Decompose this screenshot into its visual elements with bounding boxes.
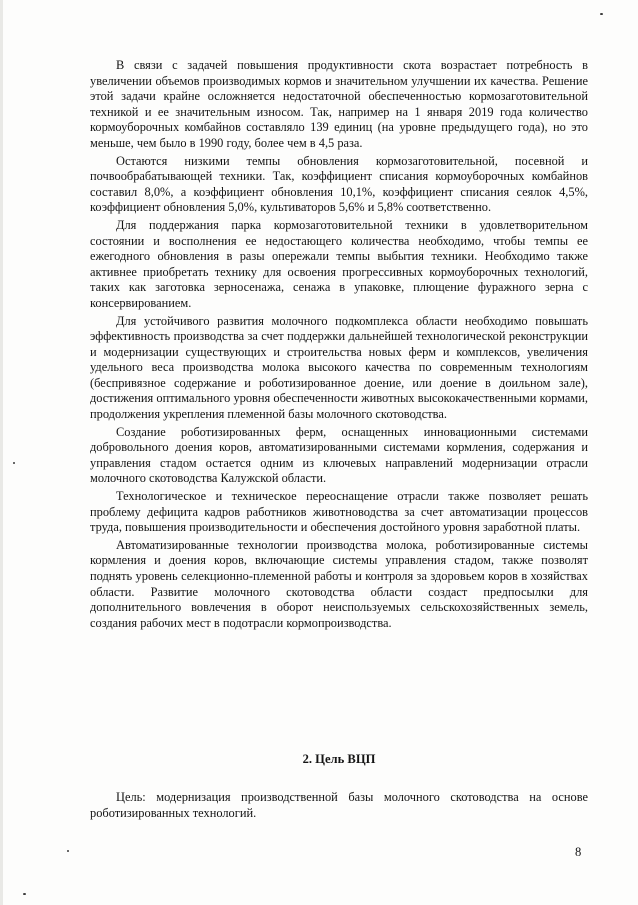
- goal-statement: Цель: модернизация производственной базы молочного скотоводства на основе роботизированных технологий.: [90, 790, 588, 820]
- section-heading: 2. Цель ВЦП: [302, 752, 376, 766]
- body-text: [90, 58, 588, 633]
- scan-edge-shadow: [0, 0, 3, 905]
- scan-speck: [23, 893, 26, 895]
- paragraph-technical-reequipment: Технологическое и техническое переоснащение отрасли также позволяет решать проблему дефицита кадров работников животноводства за счет автоматизации процессов труда, повышения производительности и обеспечения достойного уровня заработной платы.: [90, 489, 588, 535]
- paragraph-automated-technologies: Автоматизированные технологии производства молока, роботизированные системы кормления и доения коров, включающие системы управления стадом, также позволят поднять уровень селекционно-племенной работы и контроля за здоровьем коров в хозяйствах области. Развитие молочного скотоводства области создаст предпосылки для дополнительного вовлечения в оборот неиспользуемых сельскохозяйственных земель, создания рабочих мест в подотрасли кормопроизводства.: [90, 537, 588, 630]
- paragraph-fleet-maintenance: Для поддержания парка кормозаготовительной техники в удовлетворительном состоянии и восполнения ее недостающего количества необходимо, чтобы темпы ее ежегодного обновления в разы опережали темпы выбытия техники. Необходимо также активнее приобретать технику для освоения прогрессивных кормоуборочных технологий, таких как заготовка зерносенажа, сенажа в упаковке, плющение фуражного зерна с консервированием.: [90, 217, 588, 310]
- scan-speck: [600, 13, 603, 15]
- scan-speck: [67, 850, 69, 852]
- paragraph-dairy-development: Для устойчивого развития молочного подкомплекса области необходимо повышать эффективность производства за счет поддержки дальнейшей технологической реконструкции и модернизации существующих и строительства новых ферм и комплексов, увеличения удельного веса производства молока высокого качества по современным технологиям (беспривязное содержание и роботизированное доение, или доение в доильном зале), достижения оптимального уровня обеспеченности животных высококачественными кормами, продолжения укрепления племенной базы молочного скотоводства.: [90, 313, 588, 422]
- scan-speck: [13, 462, 15, 464]
- paragraph-feed-demand: В связи с задачей повышения продуктивности скота возрастает потребность в увеличении объемов производимых кормов и значительном улучшении их качества. Решение этой задачи крайне осложняется недостаточной обеспеченностью кормозаготовительной техникой и ее значительным износом. Так, например на 1 января 2019 года количество кормоуборочных комбайнов составляло 139 единиц (на уровне предыдущего года), но это меньше, чем было в 1990 году, более чем в 4,5 раза.: [90, 58, 588, 150]
- paragraph-robotic-farms: Создание роботизированных ферм, оснащенных инновационными системами добровольного доения коров, автоматизированными системами кормления, содержания и управления стадом остается одним из ключевых направлений модернизации отрасли молочного скотоводства Калужской области.: [90, 424, 588, 486]
- paragraph-renewal-rates: Остаются низкими темпы обновления кормозаготовительной, посевной и почвообрабатывающей техники. Так, коэффициент списания кормоуборочных комбайнов составил 8,0%, а коэффициент обновления 10,1%, коэффициент списания сеялок 4,5%, коэффициент обновления 5,0%, культиваторов 5,6% и 5,8% соответственно.: [90, 153, 588, 215]
- page-number: 8: [575, 845, 582, 859]
